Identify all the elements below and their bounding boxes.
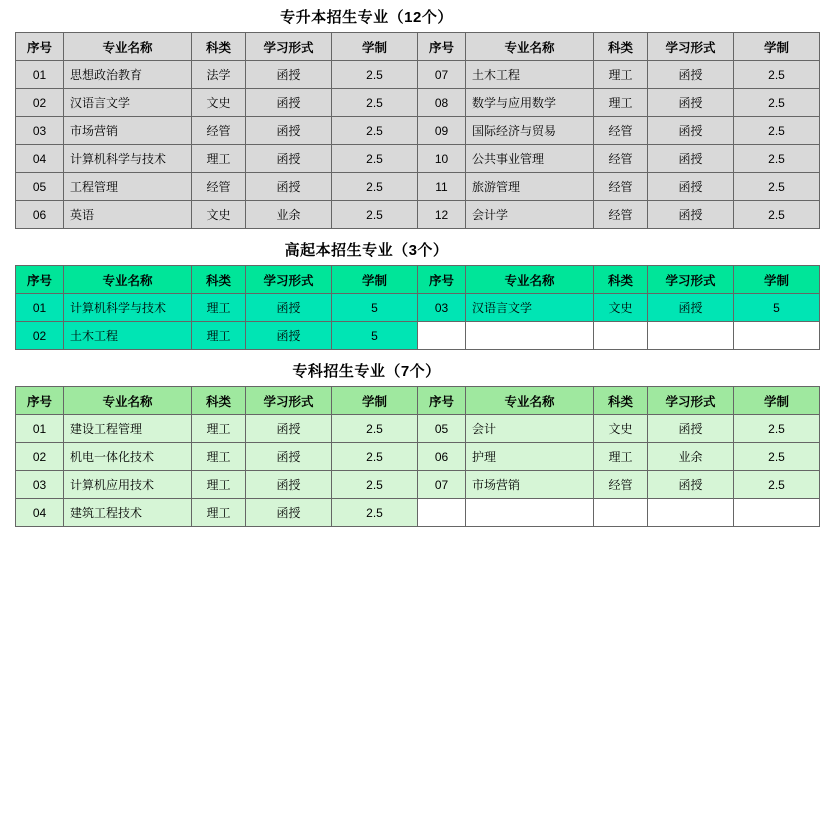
column-header: 学制 [332, 387, 418, 415]
table-row [16, 173, 820, 201]
cell-seq: 11 [418, 173, 466, 201]
column-header: 科类 [192, 33, 246, 61]
cell-seq: 01 [16, 61, 64, 89]
column-header: 专业名称 [64, 33, 192, 61]
cell-duration: 2.5 [332, 471, 418, 499]
cell-major-name: 建设工程管理 [64, 415, 192, 443]
column-header: 学习形式 [246, 387, 332, 415]
column-header: 专业名称 [466, 266, 594, 294]
cell-major-name: 计算机科学与技术 [64, 294, 192, 322]
cell-study-form: 函授 [648, 471, 734, 499]
cell-category: 理工 [192, 322, 246, 350]
cell-seq: 06 [16, 201, 64, 229]
cell-major-name: 市场营销 [466, 471, 594, 499]
cell-major-name: 旅游管理 [466, 173, 594, 201]
cell-major-name: 计算机应用技术 [64, 471, 192, 499]
cell-duration: 2.5 [332, 173, 418, 201]
column-header: 专业名称 [64, 387, 192, 415]
cell-seq: 01 [16, 294, 64, 322]
table-row [16, 322, 820, 350]
cell-major-name: 护理 [466, 443, 594, 471]
section-title: 专升本招生专业（12个） [280, 9, 453, 26]
cell-major-name: 公共事业管理 [466, 145, 594, 173]
cell-study-form: 函授 [246, 322, 332, 350]
cell-category: 理工 [192, 443, 246, 471]
cell-duration: 2.5 [332, 145, 418, 173]
cell-study-form: 业余 [246, 201, 332, 229]
cell-major-name: 机电一体化技术 [64, 443, 192, 471]
cell-category: 理工 [192, 499, 246, 527]
cell-duration: 5 [332, 294, 418, 322]
cell-seq: 08 [418, 89, 466, 117]
column-header: 序号 [418, 266, 466, 294]
cell-study-form: 函授 [246, 443, 332, 471]
cell-study-form [648, 322, 734, 350]
cell-major-name: 土木工程 [64, 322, 192, 350]
table-header-row [16, 33, 820, 61]
cell-category: 经管 [594, 201, 648, 229]
table-row [16, 117, 820, 145]
cell-study-form: 函授 [246, 89, 332, 117]
column-header: 学制 [332, 33, 418, 61]
cell-study-form: 函授 [246, 145, 332, 173]
cell-duration: 2.5 [734, 145, 820, 173]
section-title: 专科招生专业（7个） [292, 363, 441, 380]
cell-category: 文史 [192, 89, 246, 117]
cell-duration: 2.5 [734, 471, 820, 499]
majors-table [15, 32, 820, 229]
cell-study-form [648, 499, 734, 527]
cell-duration: 2.5 [332, 89, 418, 117]
cell-study-form: 函授 [648, 61, 734, 89]
cell-major-name: 建筑工程技术 [64, 499, 192, 527]
cell-seq: 02 [16, 443, 64, 471]
cell-major-name: 会计 [466, 415, 594, 443]
cell-duration: 5 [734, 294, 820, 322]
column-header: 科类 [594, 33, 648, 61]
cell-study-form: 函授 [648, 89, 734, 117]
cell-study-form: 函授 [648, 415, 734, 443]
cell-category: 理工 [192, 415, 246, 443]
cell-duration: 2.5 [332, 443, 418, 471]
column-header: 序号 [418, 387, 466, 415]
column-header: 学习形式 [246, 266, 332, 294]
column-header: 学制 [734, 387, 820, 415]
column-header: 学习形式 [648, 266, 734, 294]
cell-seq: 07 [418, 471, 466, 499]
cell-category: 理工 [594, 443, 648, 471]
cell-seq: 04 [16, 499, 64, 527]
table-row [16, 471, 820, 499]
column-header: 序号 [16, 266, 64, 294]
cell-duration [734, 499, 820, 527]
table-row [16, 415, 820, 443]
cell-duration: 2.5 [332, 61, 418, 89]
column-header: 学习形式 [246, 33, 332, 61]
cell-seq: 05 [16, 173, 64, 201]
table-row [16, 89, 820, 117]
cell-seq [418, 322, 466, 350]
cell-seq: 03 [16, 471, 64, 499]
cell-study-form: 函授 [648, 201, 734, 229]
cell-category: 经管 [594, 471, 648, 499]
cell-duration [734, 322, 820, 350]
cell-seq: 09 [418, 117, 466, 145]
cell-seq: 03 [418, 294, 466, 322]
cell-category: 经管 [594, 145, 648, 173]
table-row [16, 201, 820, 229]
cell-study-form: 函授 [246, 173, 332, 201]
cell-major-name: 工程管理 [64, 173, 192, 201]
cell-seq: 04 [16, 145, 64, 173]
cell-category: 理工 [192, 145, 246, 173]
cell-study-form: 函授 [648, 173, 734, 201]
table-row [16, 294, 820, 322]
cell-study-form: 函授 [648, 117, 734, 145]
column-header: 科类 [192, 387, 246, 415]
cell-seq: 02 [16, 322, 64, 350]
cell-duration: 5 [332, 322, 418, 350]
cell-study-form: 函授 [246, 117, 332, 145]
column-header: 专业名称 [466, 387, 594, 415]
cell-study-form: 函授 [246, 294, 332, 322]
cell-category: 理工 [594, 89, 648, 117]
column-header: 学习形式 [648, 33, 734, 61]
cell-study-form: 函授 [246, 471, 332, 499]
cell-study-form: 函授 [246, 61, 332, 89]
cell-major-name: 数学与应用数学 [466, 89, 594, 117]
cell-category [594, 499, 648, 527]
cell-category: 文史 [594, 415, 648, 443]
cell-major-name [466, 499, 594, 527]
cell-major-name: 国际经济与贸易 [466, 117, 594, 145]
cell-category: 经管 [594, 117, 648, 145]
table-row [16, 145, 820, 173]
table-header-row [16, 266, 820, 294]
cell-major-name: 汉语言文学 [466, 294, 594, 322]
cell-study-form: 业余 [648, 443, 734, 471]
cell-duration: 2.5 [734, 201, 820, 229]
cell-duration: 2.5 [734, 61, 820, 89]
cell-major-name: 会计学 [466, 201, 594, 229]
cell-category: 理工 [192, 471, 246, 499]
cell-category: 理工 [192, 294, 246, 322]
cell-seq: 10 [418, 145, 466, 173]
column-header: 专业名称 [64, 266, 192, 294]
cell-category: 文史 [192, 201, 246, 229]
cell-major-name: 计算机科学与技术 [64, 145, 192, 173]
cell-seq [418, 499, 466, 527]
column-header: 科类 [594, 266, 648, 294]
cell-category: 理工 [594, 61, 648, 89]
cell-duration: 2.5 [734, 117, 820, 145]
cell-seq: 03 [16, 117, 64, 145]
cell-duration: 2.5 [734, 89, 820, 117]
table-row [16, 61, 820, 89]
cell-major-name: 汉语言文学 [64, 89, 192, 117]
cell-seq: 06 [418, 443, 466, 471]
cell-duration: 2.5 [332, 117, 418, 145]
cell-seq: 01 [16, 415, 64, 443]
cell-category: 经管 [192, 173, 246, 201]
table-row [16, 443, 820, 471]
cell-seq: 07 [418, 61, 466, 89]
cell-category: 经管 [594, 173, 648, 201]
section-title: 高起本招生专业（3个） [284, 242, 449, 259]
cell-duration: 2.5 [332, 499, 418, 527]
cell-study-form: 函授 [648, 145, 734, 173]
cell-duration: 2.5 [734, 173, 820, 201]
cell-major-name: 土木工程 [466, 61, 594, 89]
cell-seq: 05 [418, 415, 466, 443]
column-header: 序号 [16, 33, 64, 61]
column-header: 序号 [418, 33, 466, 61]
majors-table [15, 386, 820, 527]
majors-table [15, 265, 820, 350]
column-header: 学习形式 [648, 387, 734, 415]
cell-study-form: 函授 [246, 499, 332, 527]
column-header: 专业名称 [466, 33, 594, 61]
cell-major-name: 英语 [64, 201, 192, 229]
column-header: 学制 [734, 266, 820, 294]
cell-seq: 12 [418, 201, 466, 229]
cell-major-name: 市场营销 [64, 117, 192, 145]
column-header: 科类 [594, 387, 648, 415]
cell-category: 法学 [192, 61, 246, 89]
cell-duration: 2.5 [332, 201, 418, 229]
column-header: 科类 [192, 266, 246, 294]
cell-category: 经管 [192, 117, 246, 145]
cell-category [594, 322, 648, 350]
cell-seq: 02 [16, 89, 64, 117]
cell-major-name [466, 322, 594, 350]
cell-duration: 2.5 [332, 415, 418, 443]
table-row [16, 499, 820, 527]
column-header: 序号 [16, 387, 64, 415]
column-header: 学制 [332, 266, 418, 294]
column-header: 学制 [734, 33, 820, 61]
table-header-row [16, 387, 820, 415]
cell-study-form: 函授 [246, 415, 332, 443]
cell-category: 文史 [594, 294, 648, 322]
cell-major-name: 思想政治教育 [64, 61, 192, 89]
cell-duration: 2.5 [734, 415, 820, 443]
cell-study-form: 函授 [648, 294, 734, 322]
cell-duration: 2.5 [734, 443, 820, 471]
